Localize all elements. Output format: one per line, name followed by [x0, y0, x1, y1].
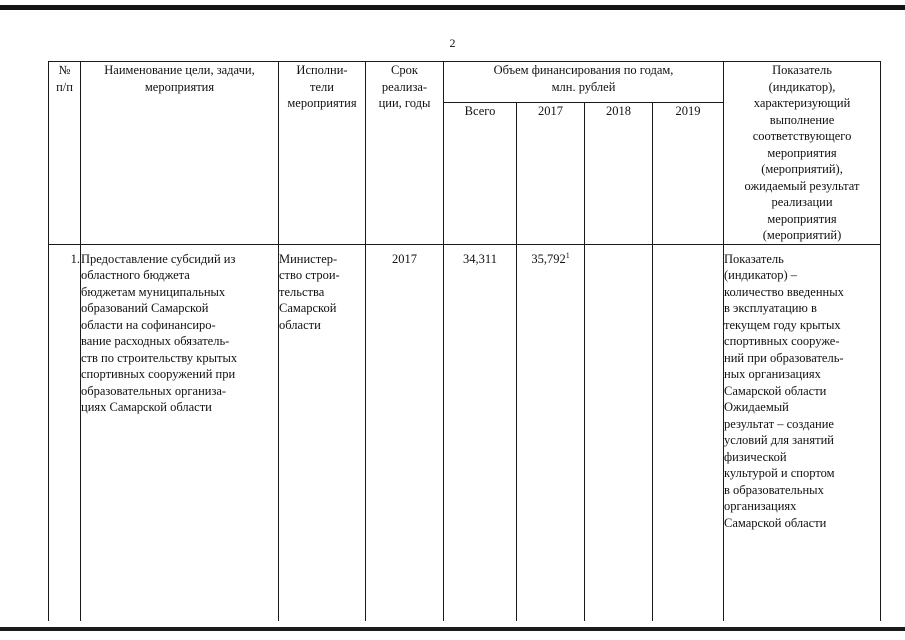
header-term: Срок реализа- ции, годы	[366, 62, 444, 245]
row-indicator: Показатель (индикатор) – количество введенных в эксплуатацию в текущем году крытых спортивных сооруже- ний при образователь- ных организациях Самарской области Ожидаемый результат – создание условий для занятий физической культурой и спортом в образовательных организациях Самарской области	[724, 244, 881, 621]
header-total: Всего	[444, 103, 517, 245]
header-year-2017: 2017	[517, 103, 585, 245]
table-header	[49, 62, 881, 245]
header-name: Наименование цели, задачи, мероприятия	[81, 62, 279, 245]
header-year-2018: 2018	[585, 103, 653, 245]
row-number: 1.	[49, 244, 81, 621]
header-indicator: Показатель (индикатор), характеризующий выполнение соответствующего мероприятия (мероприятий), ожидаемый результат реализации мероприятия (мероприятий)	[724, 62, 881, 245]
row-term: 2017	[366, 244, 444, 621]
bottom-border-bar	[0, 627, 905, 631]
top-border-bar	[0, 5, 905, 10]
footnote-marker: 1	[565, 250, 570, 260]
header-number: № п/п	[49, 62, 81, 245]
row-year-2017-cell	[517, 244, 585, 621]
row-year-2019	[653, 244, 724, 621]
row-year-2018	[585, 244, 653, 621]
row-year-2017-value: 35,792	[531, 251, 566, 266]
row-measure-name: Предоставление субсидий из областного бюджета бюджетам муниципальных образований Самарской области на софинансиро- вание расходных обязатель- ств по строительству крытых спортивных сооружений при образовательных организа- циях Самарской области	[81, 244, 279, 621]
row-executor: Министер- ство строи- тельства Самарской области	[279, 244, 366, 621]
page-number: 2	[449, 36, 456, 50]
header-year-2019: 2019	[653, 103, 724, 245]
funding-plan-table	[48, 61, 881, 621]
header-executors: Исполни- тели мероприятия	[279, 62, 366, 245]
table-row	[49, 244, 881, 621]
header-funding: Объем финансирования по годам, млн. рублей	[444, 62, 724, 103]
row-total: 34,311	[444, 244, 517, 621]
